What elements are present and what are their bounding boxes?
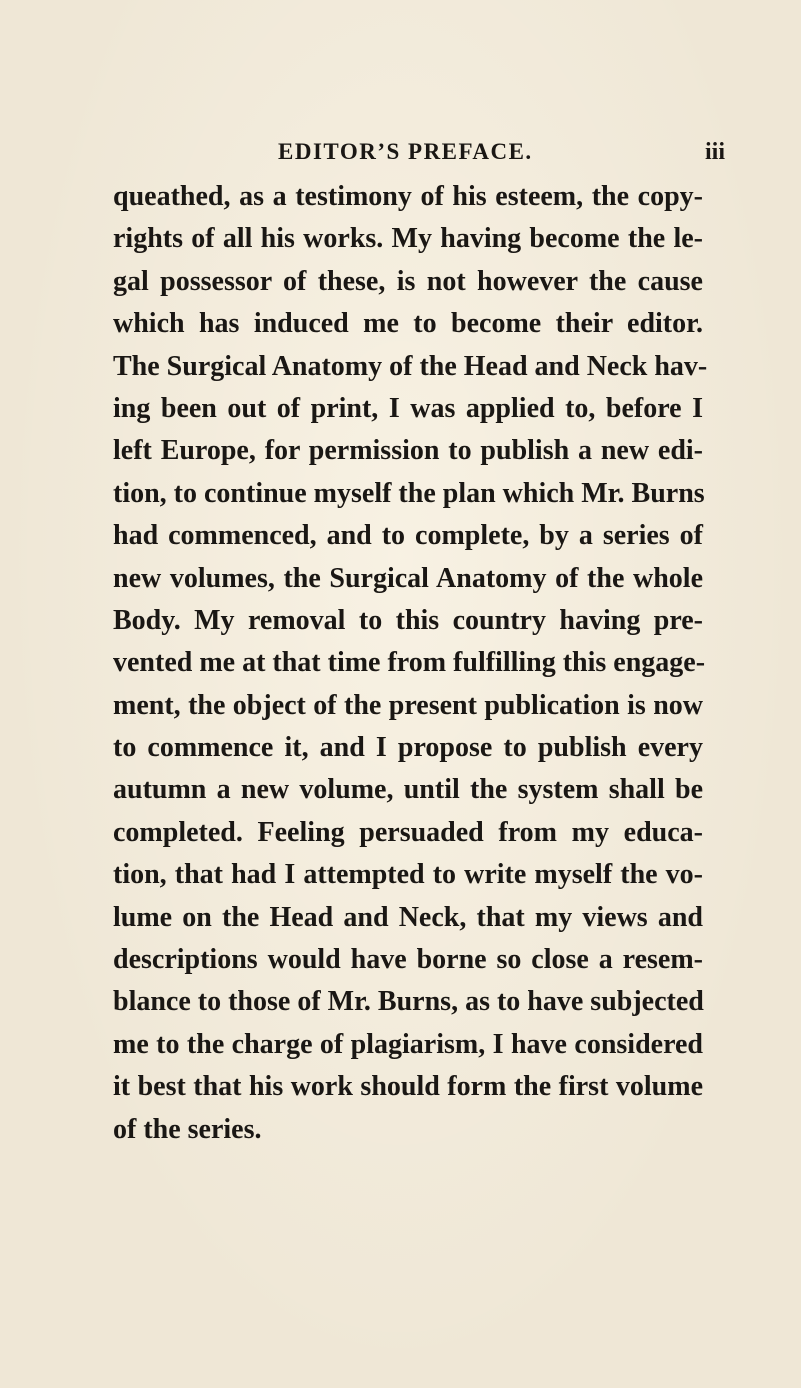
text-line: tion, that had I attempted to write myself the vo- (113, 859, 703, 891)
running-title: EDITOR’S PREFACE. (278, 139, 533, 164)
text-line: to commence it, and I propose to publish every (113, 732, 703, 764)
text-line: new volumes, the Surgical Anatomy of the whole (113, 562, 703, 594)
page-number: iii (705, 139, 726, 165)
text-line: queathed, as a testimony of his esteem, the copy- (113, 181, 703, 212)
text-line: had commenced, and to complete, by a series of (113, 520, 703, 552)
text-line: blance to those of Mr. Burns, as to have subjected (113, 986, 704, 1018)
text-line: ment, the object of the present publication is now (113, 689, 703, 721)
text-line: completed. Feeling persuaded from my educa- (113, 816, 703, 848)
text-line: left Europe, for permission to publish a new edi- (113, 435, 703, 467)
running-head (0, 134, 801, 170)
text-line: tion, to continue myself the plan which Mr. Burns (113, 477, 705, 509)
text-line: Body. My removal to this country having pre- (113, 604, 703, 636)
text-line: me to the charge of plagiarism, I have considered (113, 1028, 703, 1060)
text-line: autumn a new volume, until the system shall be (113, 774, 703, 806)
text-line: lume on the Head and Neck, that my views and (113, 901, 703, 933)
text-line: of the series. (113, 1113, 262, 1145)
text-line: it best that his work should form the first volume (113, 1071, 703, 1103)
text-line: descriptions would have borne so close a resem- (113, 944, 703, 976)
text-line: The Surgical Anatomy of the Head and Neck hav- (113, 350, 708, 382)
text-line: gal possessor of these, is not however the cause (113, 265, 703, 297)
text-line: rights of all his works. My having become the le- (113, 223, 703, 255)
text-line: vented me at that time from fulfilling this engage- (113, 647, 706, 679)
body-paragraph (113, 176, 708, 1151)
text-line: which has induced me to become their editor. (113, 308, 703, 340)
text-line: ing been out of print, I was applied to, before I (113, 392, 703, 424)
